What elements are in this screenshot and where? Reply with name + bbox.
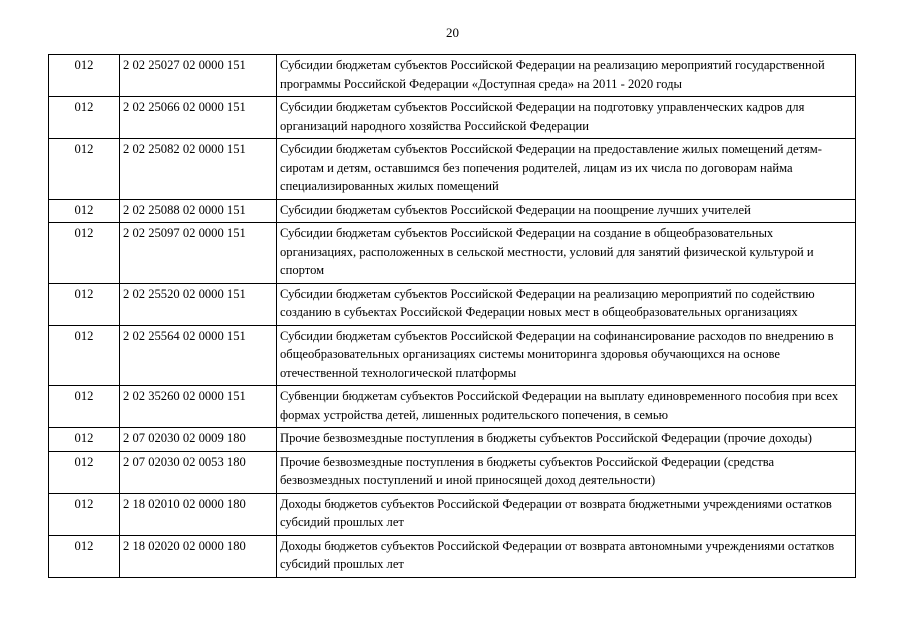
table-row [49,55,856,97]
revenue-code-cell: 2 02 35260 02 0000 151 [120,386,277,428]
description-cell: Субсидии бюджетам субъектов Российской Федерации на подготовку управленческих кадров для организаций народного хозяйства Российской Федерации [277,97,856,139]
revenue-code-cell: 2 02 25520 02 0000 151 [120,283,277,325]
revenue-code-cell: 2 02 25082 02 0000 151 [120,139,277,200]
table-row [49,199,856,223]
description-cell: Прочие безвозмездные поступления в бюджеты субъектов Российской Федерации (прочие доходы) [277,428,856,452]
admin-code-cell: 012 [49,428,120,452]
revenue-code-cell: 2 02 25564 02 0000 151 [120,325,277,386]
description-cell: Субвенции бюджетам субъектов Российской Федерации на выплату единовременного пособия при всех формах устройства детей, лишенных родительского попечения, в семью [277,386,856,428]
description-cell: Субсидии бюджетам субъектов Российской Федерации на создание в общеобразовательных организациях, расположенных в сельской местности, условий для занятий физической культурой и спортом [277,223,856,284]
budget-codes-table [48,54,856,578]
admin-code-cell: 012 [49,283,120,325]
description-cell: Доходы бюджетов субъектов Российской Федерации от возврата бюджетными учреждениями остатков субсидий прошлых лет [277,493,856,535]
description-cell: Субсидии бюджетам субъектов Российской Федерации на софинансирование расходов по внедрению в общеобразовательных организациях системы мониторинга здоровья обучающихся на основе отечественной технологической платформы [277,325,856,386]
description-cell: Субсидии бюджетам субъектов Российской Федерации на реализацию мероприятий по содействию созданию в субъектах Российской Федерации новых мест в общеобразовательных организациях [277,283,856,325]
revenue-code-cell: 2 07 02030 02 0009 180 [120,428,277,452]
revenue-code-cell: 2 07 02030 02 0053 180 [120,451,277,493]
description-cell: Субсидии бюджетам субъектов Российской Федерации на реализацию мероприятий государственной программы Российской Федерации «Доступная среда» на 2011 - 2020 годы [277,55,856,97]
admin-code-cell: 012 [49,386,120,428]
table-row [49,139,856,200]
description-cell: Прочие безвозмездные поступления в бюджеты субъектов Российской Федерации (средства безвозмездных поступлений и иной приносящей доход деятельности) [277,451,856,493]
table-row [49,493,856,535]
revenue-code-cell: 2 18 02010 02 0000 180 [120,493,277,535]
description-cell: Субсидии бюджетам субъектов Российской Федерации на поощрение лучших учителей [277,199,856,223]
page-number: 20 [446,25,459,40]
revenue-code-cell: 2 02 25088 02 0000 151 [120,199,277,223]
revenue-code-cell: 2 02 25027 02 0000 151 [120,55,277,97]
admin-code-cell: 012 [49,493,120,535]
table-row [49,97,856,139]
table-row [49,386,856,428]
admin-code-cell: 012 [49,325,120,386]
admin-code-cell: 012 [49,535,120,577]
description-cell: Субсидии бюджетам субъектов Российской Федерации на предоставление жилых помещений детям-сиротам и детям, оставшимся без попечения родителей, лицам из их числа по договорам найма специализированных жилых помещений [277,139,856,200]
admin-code-cell: 012 [49,55,120,97]
admin-code-cell: 012 [49,139,120,200]
admin-code-cell: 012 [49,223,120,284]
revenue-code-cell: 2 18 02020 02 0000 180 [120,535,277,577]
table-row [49,325,856,386]
admin-code-cell: 012 [49,199,120,223]
table-row [49,451,856,493]
revenue-code-cell: 2 02 25066 02 0000 151 [120,97,277,139]
table-row [49,223,856,284]
table-row [49,535,856,577]
admin-code-cell: 012 [49,97,120,139]
description-cell: Доходы бюджетов субъектов Российской Федерации от возврата автономными учреждениями остатков субсидий прошлых лет [277,535,856,577]
revenue-code-cell: 2 02 25097 02 0000 151 [120,223,277,284]
table-row [49,283,856,325]
admin-code-cell: 012 [49,451,120,493]
table-row [49,428,856,452]
